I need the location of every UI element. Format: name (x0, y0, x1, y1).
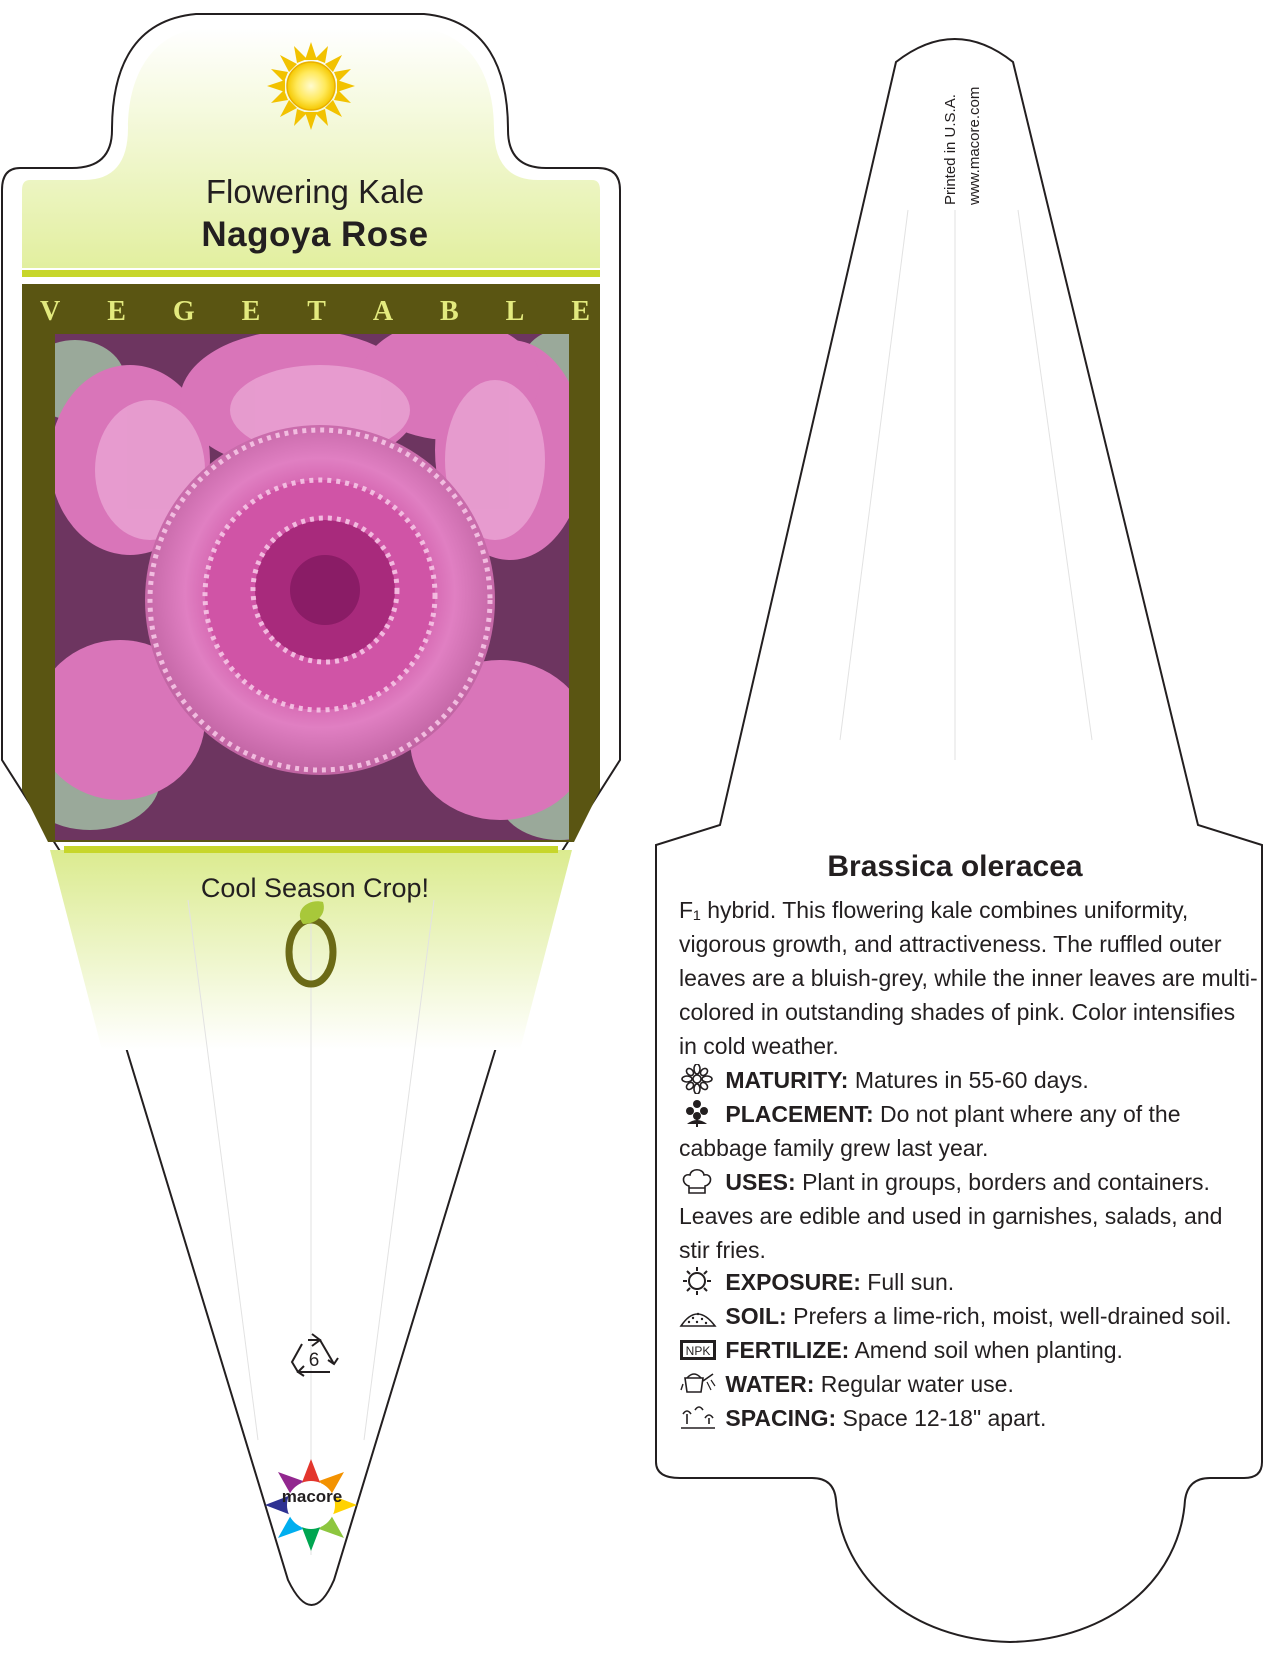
care-label: USES: (725, 1169, 796, 1195)
care-label: FERTILIZE: (725, 1337, 850, 1363)
brand-name: macore (281, 1487, 343, 1506)
care-text: Prefers a lime-rich, moist, well-drained soil. (793, 1303, 1232, 1329)
chef-hat-icon (679, 1166, 719, 1196)
care-label: MATURITY: (725, 1067, 849, 1093)
category-letter: E (571, 296, 590, 327)
botanical-name: Brassica oleracea (827, 850, 1083, 883)
common-name: Flowering Kale (205, 173, 425, 210)
category-letter: V (40, 296, 61, 327)
care-exposure (679, 1265, 1259, 1299)
npk-icon (679, 1334, 719, 1364)
soil-pile-icon (679, 1300, 719, 1330)
care-spacing (679, 1401, 1259, 1435)
care-label: WATER: (725, 1371, 815, 1397)
care-label: EXPOSURE: (725, 1269, 861, 1295)
plant-cluster-icon (679, 1098, 719, 1128)
care-text: Plant in groups, borders and containers. Leaves are edible and used in garnishes, salads, and stir fries. (679, 1169, 1223, 1263)
website-url: www.macore.com (966, 86, 983, 205)
kale-photo (20, 320, 620, 840)
care-water (679, 1367, 1259, 1401)
tagline: Cool Season Crop! (200, 873, 430, 903)
care-maturity (679, 1063, 1259, 1097)
care-uses (679, 1165, 1259, 1267)
care-text: Space 12-18" apart. (842, 1405, 1047, 1431)
category-letter: T (307, 296, 326, 327)
description: F₁ hybrid. This flowering kale combines uniformity, vigorous growth, and attractiveness. The ruffled outer leaves are a bluish-grey, while the inner leaves are multi-colored in outstanding shades of pink. Color intensifies in cold weather. (679, 897, 1258, 1059)
category-banner (40, 296, 590, 328)
care-fertilize (679, 1333, 1259, 1367)
flower-icon (679, 1064, 719, 1094)
care-label: SPACING: (725, 1405, 837, 1431)
svg-text:NPK: NPK (685, 1344, 711, 1358)
care-label: SOIL: (725, 1303, 787, 1329)
recycle-number: 6 (308, 1350, 320, 1371)
category-letter: E (107, 296, 126, 327)
watering-can-icon (679, 1368, 719, 1398)
sun-icon (679, 1266, 719, 1296)
category-letter: G (172, 296, 195, 327)
care-text: Regular water use. (820, 1371, 1014, 1397)
care-placement (679, 1097, 1259, 1165)
care-text: Matures in 55-60 days. (854, 1067, 1089, 1093)
category-letter: L (505, 296, 525, 327)
printed-in: Printed in U.S.A. (942, 94, 959, 205)
variety-name: Nagoya Rose (201, 215, 429, 254)
category-letter: B (440, 296, 459, 327)
care-soil (679, 1299, 1259, 1333)
care-text: Do not plant where any of the cabbage family grew last year. (679, 1101, 1181, 1161)
care-text: Full sun. (867, 1269, 955, 1295)
care-label: PLACEMENT: (725, 1101, 874, 1127)
care-text: Amend soil when planting. (854, 1337, 1123, 1363)
category-letter: E (241, 296, 261, 327)
spacing-icon (679, 1402, 719, 1432)
category-letter: A (372, 296, 394, 327)
full-sun-icon (267, 42, 355, 130)
